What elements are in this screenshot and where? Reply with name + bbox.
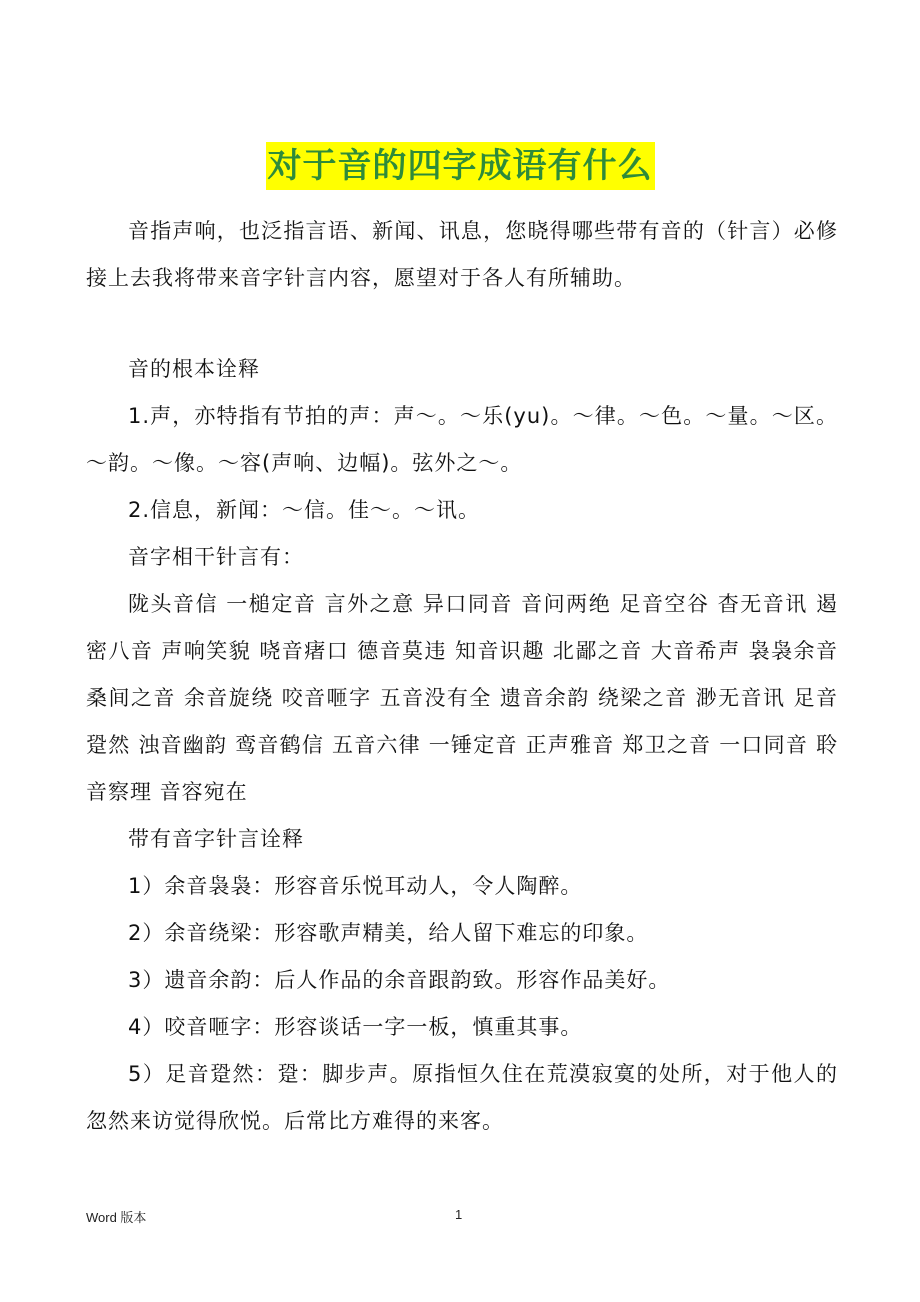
section-heading-idiom-explanations: 带有音字针言诠释 [128, 827, 304, 851]
explanation-item-3: 3）遗音余韵：后人作品的余音跟韵致。形容作品美好。 [128, 968, 671, 992]
footer-label: Word 版本 [86, 1210, 147, 1225]
idiom-list: 陇头音信 一槌定音 言外之意 异口同音 音问两绝 足音空谷 杳无音讯 遏密八音 声响笑貌 哓音瘏口 德音莫违 知音识趣 北鄙之音 大音希声 袅袅余音 桑间之音 余音旋绕 咬音咂字 五音没有全 遗音余韵 绕梁之音 渺无音讯 足音跫然 浊音幽韵 鸾音鹤信 五音六律 一锤定音 正声雅音 郑卫之音 一口同音 聆音察理 音容宛在 [86, 592, 838, 804]
meaning-item-2: 2.信息，新闻：～信。佳～。～讯。 [128, 498, 481, 522]
explanation-item-1: 1）余音袅袅：形容音乐悦耳动人，令人陶醉。 [128, 874, 583, 898]
intro-paragraph: 音指声响，也泛指言语、新闻、讯息，您晓得哪些带有音的（针言）必修接上去我将带来音字针言内容，愿望对于各人有所辅助。 [86, 219, 838, 290]
page-title: 对于音的四字成语有什么 [266, 142, 655, 190]
title-container [0, 142, 920, 190]
explanation-item-2: 2）余音绕梁：形容歌声精美，给人留下难忘的印象。 [128, 921, 649, 945]
explanation-item-4: 4）咬音咂字：形容谈话一字一板，慎重其事。 [128, 1015, 583, 1039]
explanation-item-5: 5）足音跫然：跫：脚步声。原指恒久住在荒漠寂寞的处所，对于他人的忽然来访觉得欣悦。后常比方难得的来客。 [86, 1062, 838, 1133]
meaning-item-1: 1.声，亦特指有节拍的声：声～。～乐(yu)。～律。～色。～量。～区。～韵。～像。～容(声响、边幅)。弦外之～。 [86, 404, 838, 475]
spacer [86, 302, 838, 346]
section-heading-basic-meaning: 音的根本诠释 [128, 357, 260, 381]
page-number: 1 [455, 1207, 463, 1222]
document-body [86, 208, 838, 1145]
section-heading-related-idioms: 音字相干针言有： [128, 545, 304, 569]
